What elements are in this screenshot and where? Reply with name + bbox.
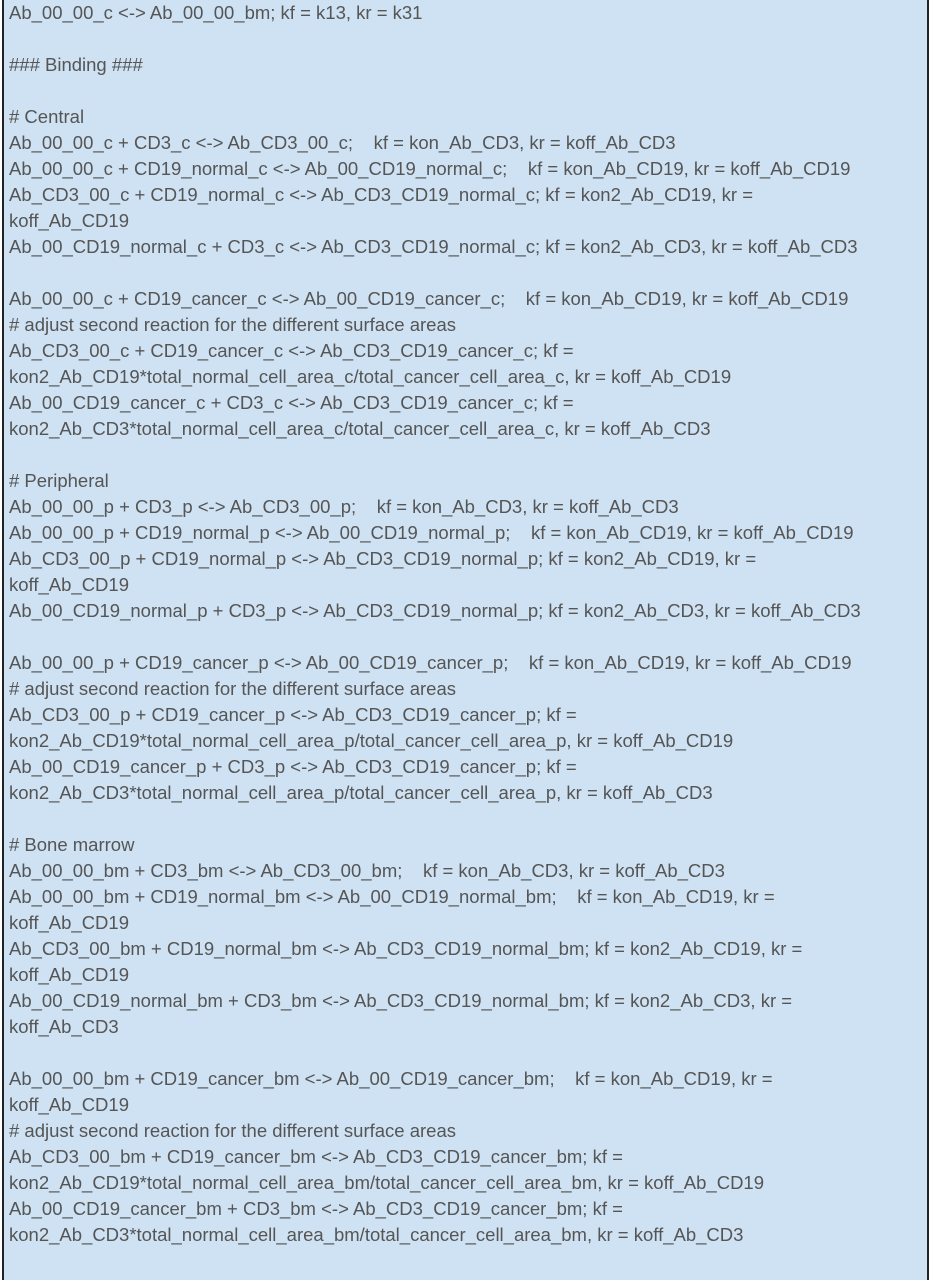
code-line: Ab_CD3_00_p + CD19_cancer_p <-> Ab_CD3_CD19_cancer_p; kf = [9, 704, 577, 725]
code-line: koff_Ab_CD19 [9, 574, 129, 595]
code-line: Ab_00_00_p + CD3_p <-> Ab_CD3_00_p; kf = kon_Ab_CD3, kr = koff_Ab_CD3 [9, 496, 679, 517]
code-line: Ab_00_00_p + CD19_normal_p <-> Ab_00_CD19_normal_p; kf = kon_Ab_CD19, kr = koff_Ab_CD19 [9, 522, 854, 543]
section-heading-binding: ### Binding ### [9, 54, 143, 75]
code-line: Ab_00_00_c <-> Ab_00_00_bm; kf = k13, kr = k31 [9, 2, 423, 23]
comment-line: # adjust second reaction for the different surface areas [9, 1120, 457, 1141]
blank-line [9, 78, 927, 104]
blank-line [9, 442, 927, 468]
blank-line [9, 1040, 927, 1066]
code-line: kon2_Ab_CD19*total_normal_cell_area_bm/total_cancer_cell_area_bm, kr = koff_Ab_CD19 [9, 1172, 765, 1193]
code-line: Ab_00_00_bm + CD19_cancer_bm <-> Ab_00_CD19_cancer_bm; kf = kon_Ab_CD19, kr = [9, 1068, 773, 1089]
code-line: Ab_00_CD19_normal_bm + CD3_bm <-> Ab_CD3_CD19_normal_bm; kf = kon2_Ab_CD3, kr = [9, 990, 793, 1011]
code-line: Ab_00_00_c + CD3_c <-> Ab_CD3_00_c; kf = kon_Ab_CD3, kr = koff_Ab_CD3 [9, 132, 676, 153]
comment-peripheral: # Peripheral [9, 470, 109, 491]
code-line: Ab_00_00_bm + CD19_normal_bm <-> Ab_00_CD19_normal_bm; kf = kon_Ab_CD19, kr = [9, 886, 775, 907]
code-line: kon2_Ab_CD3*total_normal_cell_area_bm/total_cancer_cell_area_bm, kr = koff_Ab_CD3 [9, 1224, 744, 1245]
code-line: Ab_CD3_00_bm + CD19_cancer_bm <-> Ab_CD3_CD19_cancer_bm; kf = [9, 1146, 623, 1167]
code-line: Ab_00_CD19_normal_p + CD3_p <-> Ab_CD3_CD19_normal_p; kf = kon2_Ab_CD3, kr = koff_Ab_CD3 [9, 600, 861, 621]
code-line: kon2_Ab_CD3*total_normal_cell_area_c/total_cancer_cell_area_c, kr = koff_Ab_CD3 [9, 418, 711, 439]
code-line: koff_Ab_CD19 [9, 912, 129, 933]
code-line: Ab_00_00_c + CD19_normal_c <-> Ab_00_CD19_normal_c; kf = kon_Ab_CD19, kr = koff_Ab_CD19 [9, 158, 851, 179]
code-line: Ab_00_CD19_cancer_bm + CD3_bm <-> Ab_CD3_CD19_cancer_bm; kf = [9, 1198, 623, 1219]
blank-line [9, 260, 927, 286]
code-line: Ab_CD3_00_bm + CD19_normal_bm <-> Ab_CD3_CD19_normal_bm; kf = kon2_Ab_CD19, kr = [9, 938, 803, 959]
code-line: Ab_00_CD19_cancer_p + CD3_p <-> Ab_CD3_CD19_cancer_p; kf = [9, 756, 577, 777]
blank-line [9, 624, 927, 650]
code-line: koff_Ab_CD19 [9, 210, 129, 231]
blank-line [9, 806, 927, 832]
code-line: kon2_Ab_CD19*total_normal_cell_area_c/total_cancer_cell_area_c, kr = koff_Ab_CD19 [9, 366, 732, 387]
code-line: Ab_00_00_p + CD19_cancer_p <-> Ab_00_CD19_cancer_p; kf = kon_Ab_CD19, kr = koff_Ab_CD19 [9, 652, 852, 673]
comment-central: # Central [9, 106, 85, 127]
comment-line: # adjust second reaction for the different surface areas [9, 314, 457, 335]
code-line: kon2_Ab_CD3*total_normal_cell_area_p/total_cancer_cell_area_p, kr = koff_Ab_CD3 [9, 782, 713, 803]
blank-line [9, 1248, 927, 1274]
code-line: Ab_00_CD19_cancer_c + CD3_c <-> Ab_CD3_CD19_cancer_c; kf = [9, 392, 574, 413]
code-line: Ab_00_CD19_normal_c + CD3_c <-> Ab_CD3_CD19_normal_c; kf = kon2_Ab_CD3, kr = koff_Ab_CD3 [9, 236, 858, 257]
code-line: Ab_CD3_00_c + CD19_normal_c <-> Ab_CD3_CD19_normal_c; kf = kon2_Ab_CD19, kr = [9, 184, 754, 205]
code-line: Ab_CD3_00_c + CD19_cancer_c <-> Ab_CD3_CD19_cancer_c; kf = [9, 340, 574, 361]
code-line: Ab_CD3_00_p + CD19_normal_p <-> Ab_CD3_CD19_normal_p; kf = kon2_Ab_CD19, kr = [9, 548, 757, 569]
code-line: Ab_00_00_bm + CD3_bm <-> Ab_CD3_00_bm; kf = kon_Ab_CD3, kr = koff_Ab_CD3 [9, 860, 725, 881]
comment-bone-marrow: # Bone marrow [9, 834, 135, 855]
code-line: kon2_Ab_CD19*total_normal_cell_area_p/total_cancer_cell_area_p, kr = koff_Ab_CD19 [9, 730, 734, 751]
code-line: koff_Ab_CD19 [9, 1094, 129, 1115]
code-block [2, 0, 929, 1280]
blank-line [9, 26, 927, 52]
code-line: koff_Ab_CD3 [9, 1016, 119, 1037]
code-line: Ab_00_00_c + CD19_cancer_c <-> Ab_00_CD19_cancer_c; kf = kon_Ab_CD19, kr = koff_Ab_CD19 [9, 288, 849, 309]
comment-line: # adjust second reaction for the different surface areas [9, 678, 457, 699]
code-line: koff_Ab_CD19 [9, 964, 129, 985]
